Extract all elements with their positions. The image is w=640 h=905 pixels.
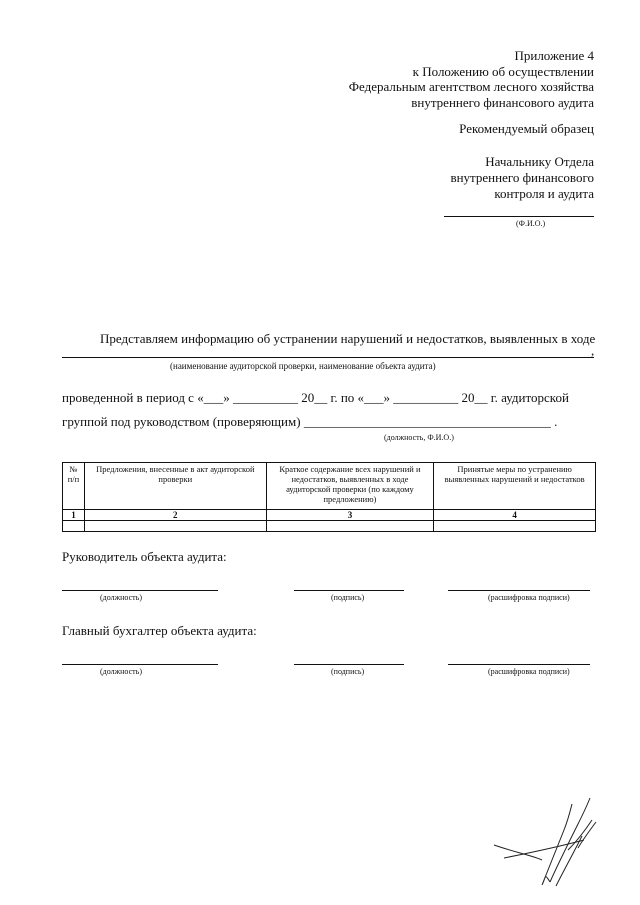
header-cell-proposals: Предложения, внесенные в акт аудиторской проверки [84, 463, 266, 510]
addressee-line-2: внутреннего финансового [450, 170, 594, 185]
appendix-title: Приложение 4 [514, 48, 594, 63]
period-text: проведенной в период с «___» __________ 20__ г. по «___» __________ 20__ г. аудиторской [62, 390, 569, 405]
addressee-line-3: контроля и аудита [494, 186, 594, 201]
measures-table [62, 462, 596, 532]
head-decode-line [448, 590, 590, 591]
addressee-line-1: Начальнику Отдела [485, 154, 594, 169]
table-cell [266, 521, 434, 532]
appendix-line-3: внутреннего финансового аудита [411, 94, 594, 110]
header-cell-violations: Краткое содержание всех нарушений и недостатков, выявленных в ходе аудиторской проверки (по каждому предложению) [266, 463, 434, 510]
audit-caption: (наименование аудиторской проверки, наименование объекта аудита) [170, 361, 436, 371]
head-signature-caption: (подпись) [331, 593, 365, 602]
handwritten-signature [484, 790, 614, 890]
position-caption: (должность, Ф.И.О.) [384, 433, 454, 442]
accountant-signature-title: Главный бухгалтер объекта аудита: [62, 623, 257, 638]
table-cell [84, 521, 266, 532]
fio-caption: (Ф.И.О.) [516, 219, 546, 228]
head-position-line [62, 590, 218, 591]
addressee-block [450, 154, 594, 202]
head-decode-caption: (расшифровка подписи) [488, 593, 570, 602]
appendix-line-2: Федеральным агентством лесного хозяйства [348, 79, 594, 94]
column-number: 1 [63, 510, 85, 521]
column-number: 3 [266, 510, 434, 521]
head-position-caption: (должность) [100, 593, 142, 602]
recommended-sample: Рекомендуемый образец [459, 121, 594, 136]
table-cell [63, 521, 85, 532]
accountant-position-line [62, 664, 218, 665]
group-text: группой под руководством (проверяющим) ______________________________________ . [62, 414, 558, 429]
table-row [63, 521, 596, 532]
accountant-decode-line [448, 664, 590, 665]
accountant-decode-caption: (расшифровка подписи) [488, 667, 570, 676]
table-cell [434, 521, 596, 532]
column-number: 2 [84, 510, 266, 521]
appendix-header [349, 48, 594, 110]
appendix-line-1: к Положению об осуществлении [412, 63, 594, 79]
head-signature-title: Руководитель объекта аудита: [62, 549, 227, 564]
accountant-position-caption: (должность) [100, 667, 142, 676]
table-header-row [63, 463, 596, 510]
head-signature-line [294, 590, 404, 591]
accountant-signature-line [294, 664, 404, 665]
table-number-row [63, 510, 596, 521]
audit-line-comma: , [591, 343, 595, 358]
audit-name-line [62, 357, 594, 358]
header-cell-measures: Принятые меры по устранению выявленных нарушений и недостатков [434, 463, 596, 510]
fio-line [444, 216, 594, 217]
intro-text: Представляем информацию об устранении нарушений и недостатков, выявленных в ходе [100, 331, 596, 346]
header-cell-number: № п/п [63, 463, 85, 510]
column-number: 4 [434, 510, 596, 521]
accountant-signature-caption: (подпись) [331, 667, 365, 676]
